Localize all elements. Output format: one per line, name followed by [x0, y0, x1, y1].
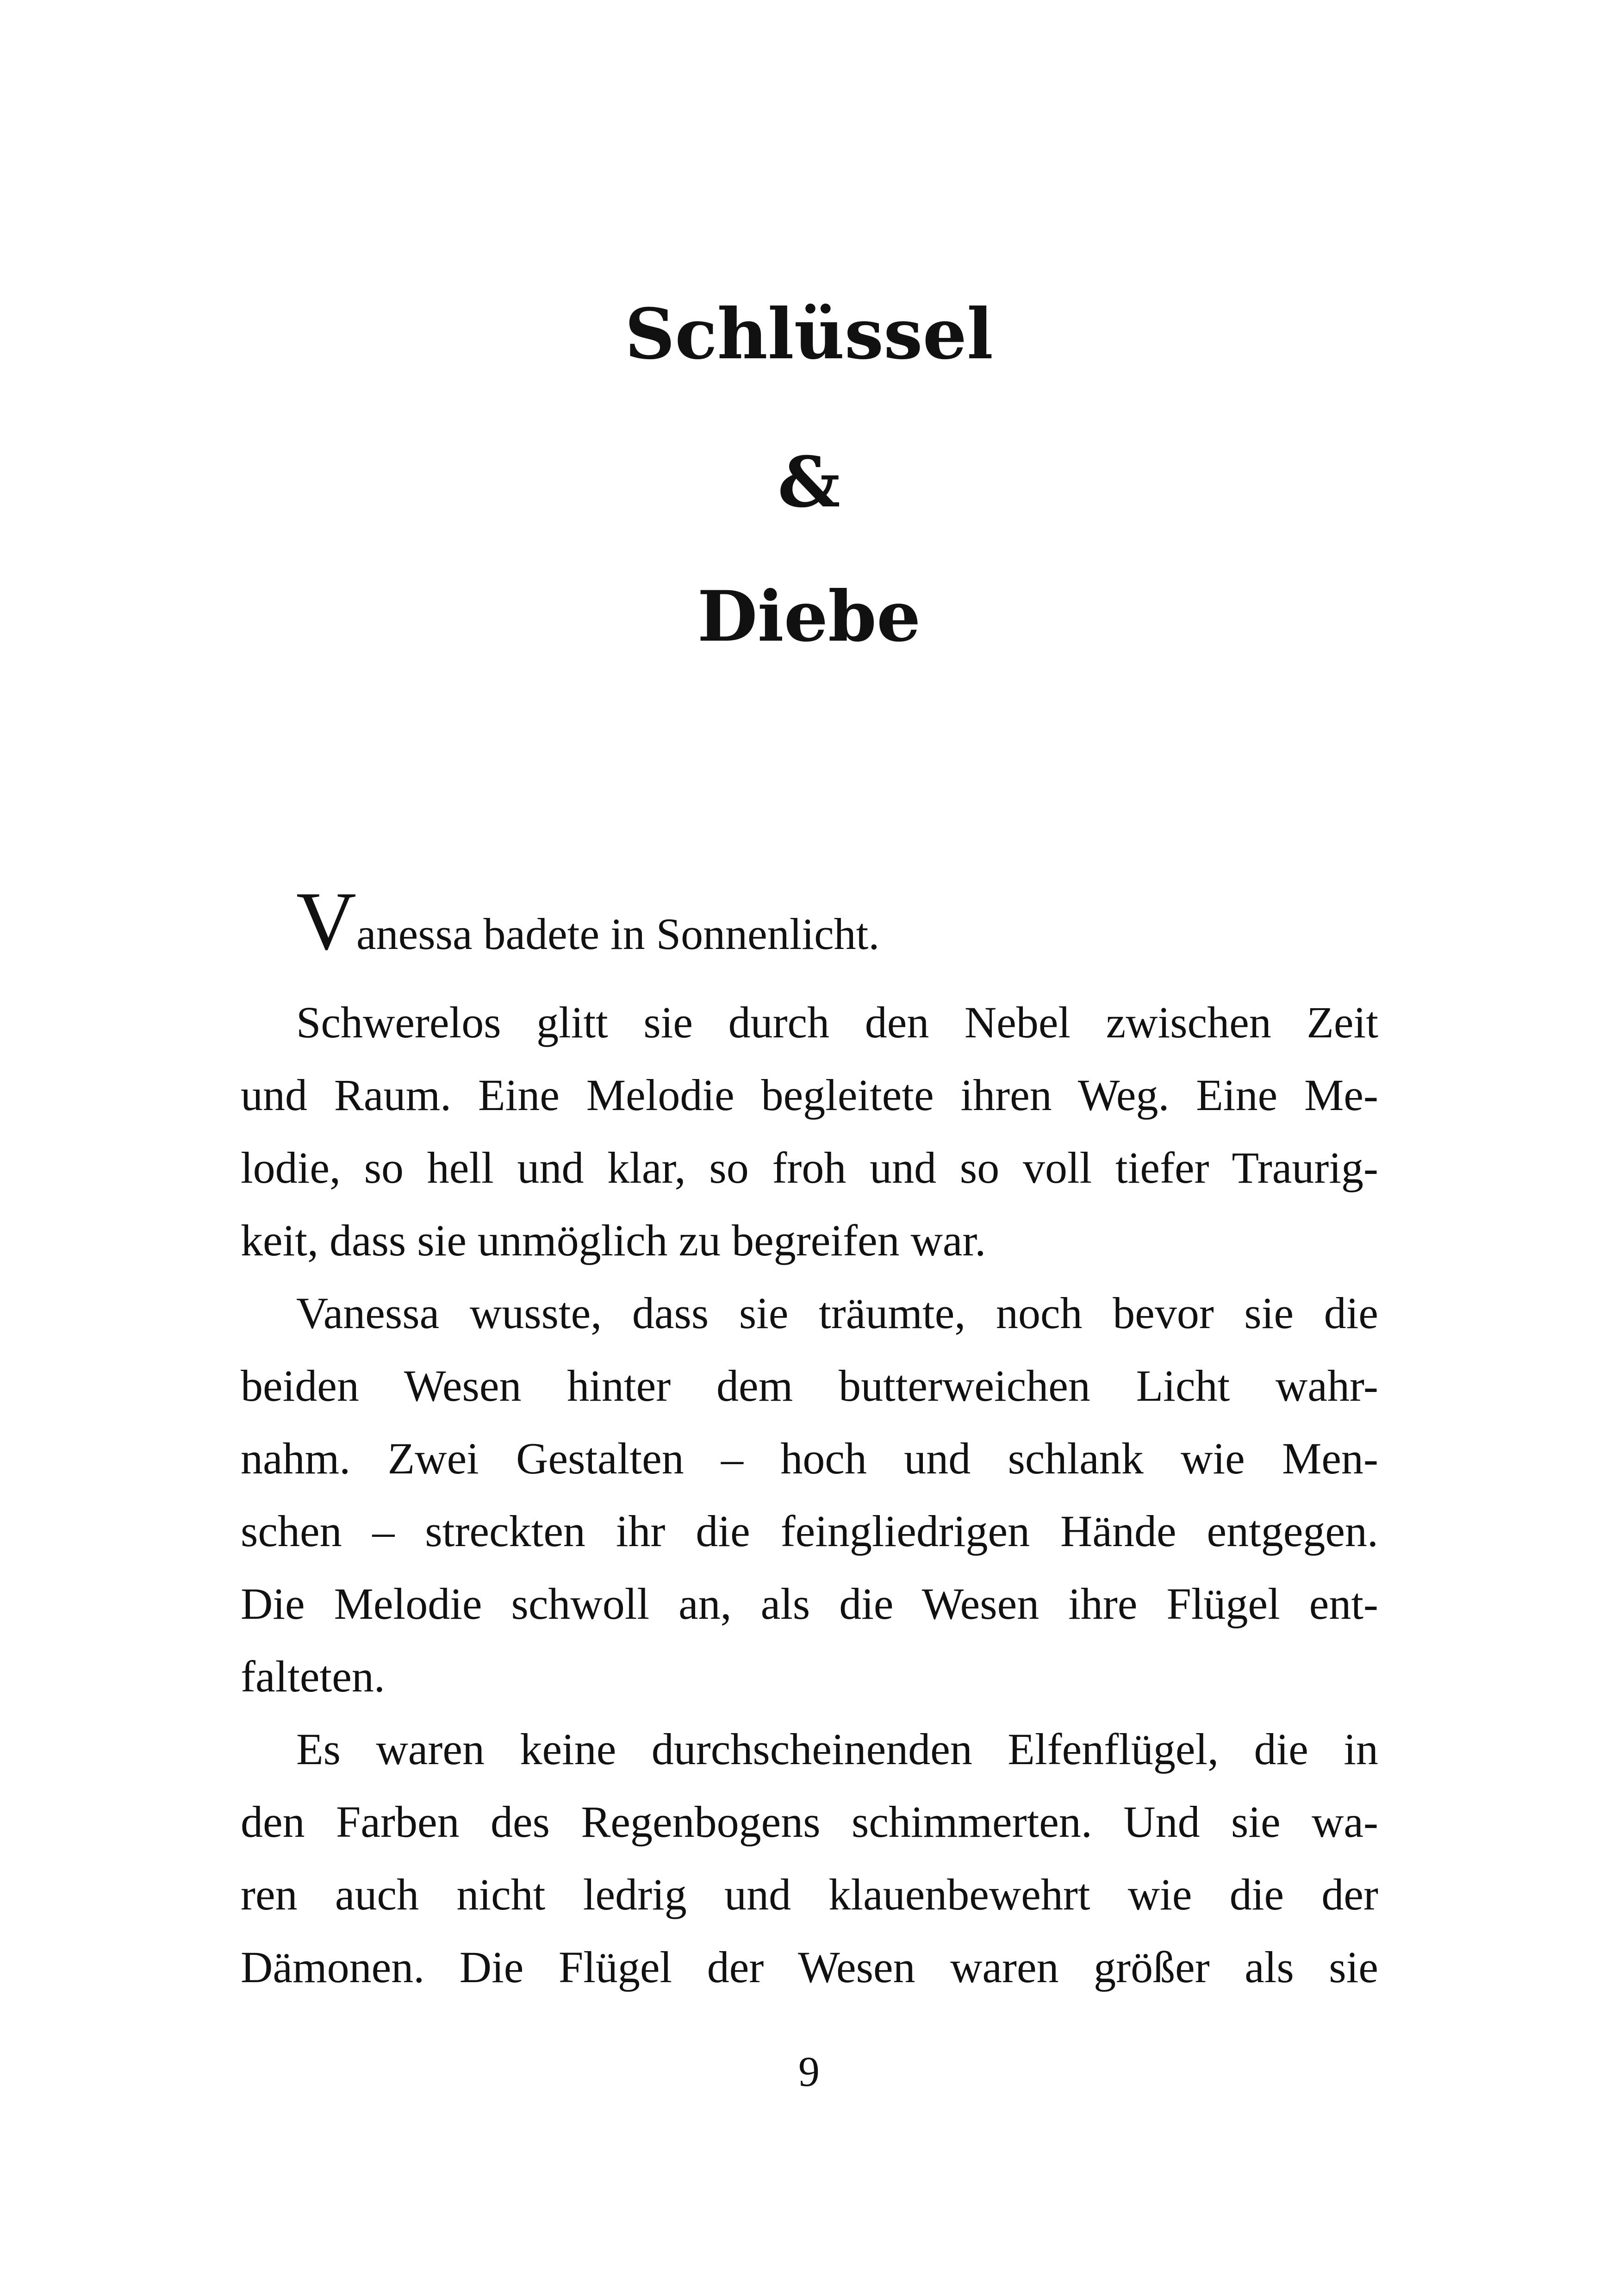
- page-number: 9: [798, 2048, 820, 2095]
- paragraph-4: [241, 1713, 1378, 2003]
- text-line: Schwerelos glitt sie durch den Nebel zwischen Zeit: [296, 998, 1378, 1047]
- opening-line-text: anessa badete in Sonnenlicht.: [356, 909, 880, 959]
- drop-cap: V: [296, 875, 356, 967]
- chapter-title-line-3: Diebe: [697, 576, 921, 657]
- text-line: lodie, so hell und klar, so froh und so voll tiefer Traurig-: [241, 1143, 1378, 1192]
- paragraph-3: [241, 1277, 1378, 1713]
- chapter-title-line-1: Schlüssel: [624, 293, 994, 375]
- text-line: ren auch nicht ledrig und klauenbewehrt wie die der: [241, 1870, 1378, 1919]
- text-line: falteten.: [241, 1652, 385, 1701]
- text-line: und Raum. Eine Melodie begleitete ihren Weg. Eine Me-: [241, 1070, 1378, 1120]
- text-line: keit, dass sie unmöglich zu begreifen war.: [241, 1216, 986, 1265]
- text-line: Es waren keine durchscheinenden Elfenflügel, die in: [296, 1724, 1378, 1774]
- text-line: Die Melodie schwoll an, als die Wesen ihre Flügel ent-: [241, 1579, 1378, 1628]
- text-line: Vanessa wusste, dass sie träumte, noch bevor sie die: [296, 1288, 1378, 1338]
- text-line: den Farben des Regenbogens schimmerten. Und sie wa-: [241, 1797, 1378, 1847]
- text-line: beiden Wesen hinter dem butterweichen Licht wahr-: [241, 1361, 1378, 1410]
- text-line: nahm. Zwei Gestalten – hoch und schlank wie Men-: [241, 1434, 1378, 1483]
- text-line: Dämonen. Die Flügel der Wesen waren größer als sie: [241, 1942, 1378, 1992]
- chapter-title-ampersand: &: [778, 442, 840, 523]
- chapter-body: [241, 875, 1378, 2003]
- text-line: schen – streckten ihr die feingliedrigen Hände entgegen.: [241, 1506, 1378, 1556]
- opening-line: [241, 875, 1378, 972]
- paragraph-2: [241, 986, 1378, 1277]
